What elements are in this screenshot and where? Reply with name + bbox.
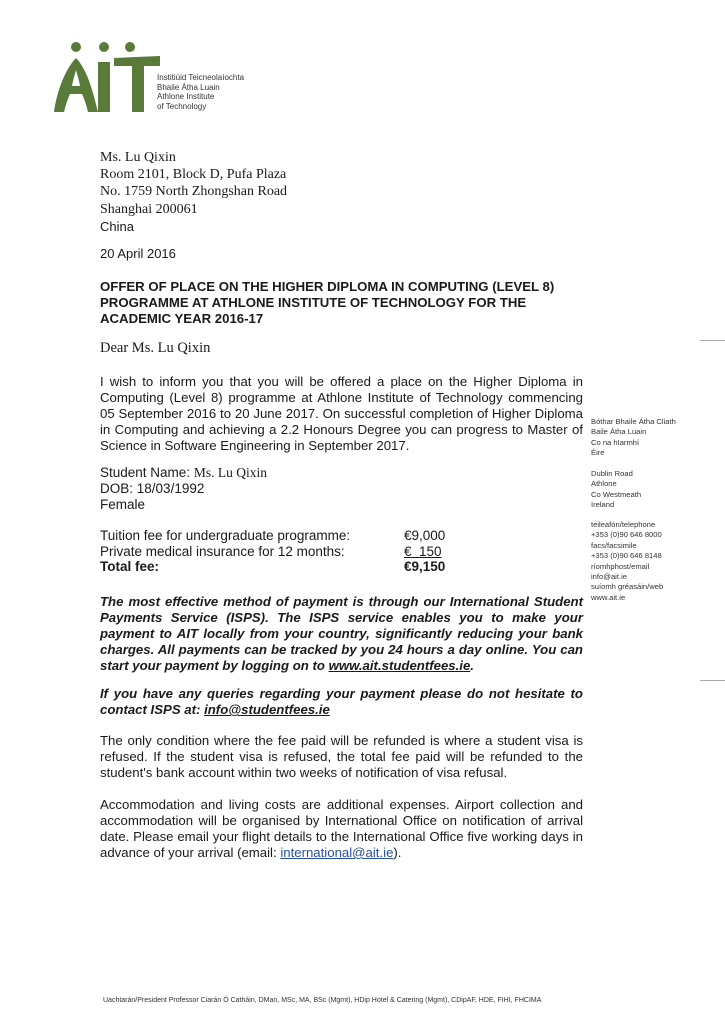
fee-table <box>100 528 450 575</box>
gender: Female <box>100 497 146 512</box>
queries-paragraph <box>100 686 583 718</box>
accommodation-text: Accommodation and living costs are additional expenses. Airport collection and accommodation will be organised by International Office on notification of arrival date. Please email your flight details to the International Office five working days in advance of your arrival (email: <box>100 797 583 860</box>
fee-label: Tuition fee for undergraduate programme: <box>100 528 351 543</box>
sidebar-email[interactable]: info@ait.ie <box>591 572 627 582</box>
payment-text: The most effective method of payment is through our International Student Payments Service (ISPS). The ISPS service enables you to make your payment to AIT locally from your country, significantly reducing your bank charges. All payments can be tracked by you 24 hours a day online. You can start your payment by logging on to <box>100 594 583 673</box>
student-name: Ms. Lu Qixin <box>193 465 267 480</box>
isps-website-link[interactable]: www.ait.studentfees.ie <box>328 658 471 673</box>
sidebar-line: +353 (0)90 646 8148 <box>591 551 662 561</box>
offer-paragraph: I wish to inform you that you will be offered a place on the Higher Diploma in Computing (Level 8) programme at Athlone Institute of Technology commencing 05 September 2016 to 20 June 2017. On successful completion of Higher Diploma in Computing and achieving a 2.2 Honours Degree you can progress to Master of Science in Software Engineering in September 2017. <box>100 374 583 453</box>
sidebar-line: Baile Átha Luain <box>591 427 647 437</box>
fee-amount: €9,000 <box>404 528 446 543</box>
salutation: Dear Ms. Lu Qixin <box>100 340 211 356</box>
logo-line: Bhaile Átha Luain <box>157 82 220 92</box>
total-amount: €9,150 <box>404 559 446 574</box>
fee-amount: € 150 <box>404 543 442 559</box>
queries-text: If you have any queries regarding your payment please do not hesitate to contact ISPS at: <box>100 686 583 717</box>
refund-paragraph: The only condition where the fee paid will be refunded is where a student visa is refused. If the student visa is refused, the total fee paid will be refunded to the student's bank account within two weeks of notification of visa refusal. <box>100 733 583 780</box>
sidebar-line: teileafón/telephone <box>591 520 656 529</box>
logo-line: Athlone Institute <box>157 92 215 101</box>
isps-email-link[interactable]: info@studentfees.ie <box>204 702 330 717</box>
dob-value: 18/03/1992 <box>136 481 205 496</box>
logo-line: of Technology <box>157 101 207 111</box>
sidebar-line: Ireland <box>591 500 615 510</box>
fee-total-row <box>100 559 450 575</box>
letter-date: 20 April 2016 <box>100 246 176 261</box>
address-line: No. 1759 North Zhongshan Road <box>100 184 288 200</box>
fold-mark <box>700 680 725 681</box>
english-address <box>591 469 641 511</box>
sidebar-line: Co na hIarmhí <box>591 437 640 447</box>
international-email-link[interactable]: international@ait.ie <box>280 845 394 860</box>
sidebar-line: Bóthar Bhaile Átha Cliath <box>591 417 676 426</box>
fee-row <box>100 528 450 544</box>
sidebar-line: facs/facsimile <box>591 540 637 550</box>
accommodation-paragraph <box>100 797 583 861</box>
address-line: Shanghai 200061 <box>100 201 198 217</box>
payment-paragraph <box>100 594 583 674</box>
sidebar-line: Éire <box>591 448 605 458</box>
student-name-label: Student Name: <box>100 465 191 480</box>
ait-logo <box>52 40 162 116</box>
fee-row <box>100 544 450 560</box>
institute-name <box>157 73 244 111</box>
footer-president: Uachtarán/President Professor Ciarán Ó Catháin, DMan, MSc, MA, BSc (Mgmt), HDip Hotel & Catering (Mgmt), CDipAF, HDE, FIHI, FHCIMA <box>103 997 542 1004</box>
total-label: Total fee: <box>100 559 160 574</box>
contact-details <box>591 520 663 603</box>
fee-label: Private medical insurance for 12 months: <box>100 543 345 559</box>
payment-end: . <box>470 658 474 673</box>
recipient-address <box>100 149 287 235</box>
fold-mark <box>700 340 725 341</box>
address-line: Room 2101, Block D, Pufa Plaza <box>100 167 287 183</box>
accommodation-end: ). <box>393 845 402 860</box>
sidebar-line: Dublin Road <box>591 469 633 478</box>
sidebar-line: +353 (0)90 646 8000 <box>591 530 662 540</box>
address-line: Ms. Lu Qixin <box>100 150 176 165</box>
irish-address <box>591 417 676 459</box>
sidebar-line: Co Westmeath <box>591 489 642 499</box>
letter-subject: OFFER OF PLACE ON THE HIGHER DIPLOMA IN COMPUTING (LEVEL 8) PROGRAMME AT ATHLONE INSTITUTE OF TECHNOLOGY FOR THE ACADEMIC YEAR 2016-17 <box>100 279 555 326</box>
address-line: China <box>100 218 134 234</box>
student-details <box>100 465 267 513</box>
sidebar-line: ríomhphost/email <box>591 561 650 571</box>
dob-label: DOB: <box>100 481 134 496</box>
sidebar-line: Athlone <box>591 479 617 489</box>
logo-line: Institiúid Teicneolaíochta <box>157 73 245 82</box>
sidebar-website[interactable]: www.ait.ie <box>591 592 626 602</box>
sidebar-line: suíomh gréasáin/web <box>591 582 664 592</box>
